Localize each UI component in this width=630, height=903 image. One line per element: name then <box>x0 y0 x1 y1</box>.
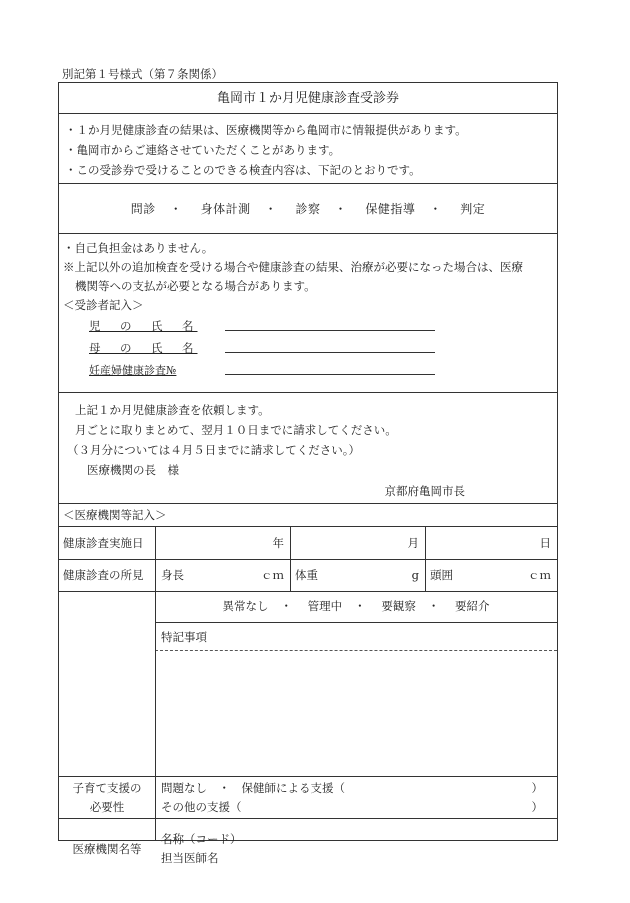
judgement-option[interactable]: 管理中 <box>307 599 343 613</box>
weight-label: 体重 <box>295 568 318 582</box>
month-cell[interactable]: 月 <box>407 536 419 550</box>
pregnancy-no-label: 妊産婦健康診査№ <box>89 364 177 377</box>
request-addressee: 医療機関の長 様 <box>87 463 179 477</box>
head-label: 頭囲 <box>430 568 453 582</box>
exam-items: 問診 ・ 身体計測 ・ 診察 ・ 保健指導 ・ 判定 <box>59 184 557 234</box>
form-reference: 別記第１号様式（第７条関係） <box>62 67 223 81</box>
self-pay-line: 機関等への支払が必要となる場合があります。 <box>75 279 316 293</box>
support-line: その他の支援（ <box>161 800 242 814</box>
head-unit[interactable]: ｃｍ <box>528 568 551 582</box>
remarks-area[interactable] <box>156 651 557 776</box>
judgement-option[interactable]: 要観察 <box>381 599 416 613</box>
day-cell[interactable]: 日 <box>539 536 551 550</box>
medical-entry-label: ＜医療機関等記入＞ <box>59 504 557 527</box>
request-line: 月ごとに取りまとめて、翌月１０日までに請求してください。 <box>75 423 397 437</box>
self-pay-line: ・自己負担金はありません。 <box>63 241 214 255</box>
mother-name-line[interactable] <box>225 352 435 353</box>
facility-label: 医療機関名等 <box>72 842 142 856</box>
height-unit[interactable]: ｃｍ <box>261 568 284 582</box>
note-item: ・亀岡市からご連絡させていただくことがあります。 <box>65 143 341 157</box>
exam-item: 診察 <box>295 202 321 216</box>
support-line: 問題なし ・ 保健師による支援（ <box>161 781 345 795</box>
form-title: 亀岡市１か月児健康診査受診券 <box>59 83 557 114</box>
support-options[interactable] <box>161 779 345 817</box>
close-paren: ） <box>531 800 543 814</box>
judgement-option[interactable]: 異常なし <box>222 599 269 613</box>
self-pay-line: ※上記以外の追加検査を受ける場合や健康診査の結果、治療が必要になった場合は、医療 <box>63 260 523 274</box>
note-item: ・１か月児健康診査の結果は、医療機関等から亀岡市に情報提供があります。 <box>65 123 467 137</box>
support-label-line: 必要性 <box>89 800 125 814</box>
height-label: 身長 <box>161 568 184 582</box>
facility-name: 名称（コード） <box>161 832 242 846</box>
exam-item: 判定 <box>460 202 486 216</box>
examinee-label: ＜受診者記入＞ <box>63 298 144 312</box>
support-label-line: 子育て支援の <box>72 781 142 795</box>
date-label: 健康診査実施日 <box>63 536 144 550</box>
request-line: 上記１か月児健康診査を依頼します。 <box>75 403 270 417</box>
support-label <box>59 779 155 817</box>
judgement-option[interactable]: 要紹介 <box>454 599 490 613</box>
judgement-options: 異常なし ・ 管理中 ・ 要観察 ・ 要紹介 <box>222 599 490 613</box>
pregnancy-no-line[interactable] <box>225 374 435 375</box>
mother-name-field[interactable] <box>63 337 557 359</box>
child-name-label: 児 の 氏 名 <box>89 319 198 333</box>
remarks-label: 特記事項 <box>161 630 207 644</box>
support-close-parens <box>532 779 544 817</box>
notes-section <box>59 114 557 184</box>
close-paren: ） <box>531 781 543 795</box>
signer: 京都府亀岡市長 <box>384 484 465 498</box>
request-section <box>59 393 557 504</box>
doctor-name: 担当医師名 <box>161 851 219 865</box>
child-name-field[interactable] <box>63 315 557 337</box>
self-pay-section <box>59 234 557 393</box>
exam-item: 身体計測 <box>200 202 251 216</box>
exam-item: 問診 <box>130 202 156 216</box>
mother-name-label: 母 の 氏 名 <box>89 341 198 355</box>
voucher-form <box>58 82 558 865</box>
year-cell[interactable]: 年 <box>272 536 284 550</box>
request-line: （３月分については４月５日までに請求してください。） <box>67 443 361 457</box>
exam-table <box>59 527 557 865</box>
pregnancy-no-field[interactable] <box>63 359 557 381</box>
findings-label: 健康診査の所見 <box>63 568 144 582</box>
weight-unit[interactable]: g <box>411 568 419 582</box>
facility-info[interactable] <box>161 830 242 868</box>
exam-item: 保健指導 <box>365 202 416 216</box>
child-name-line[interactable] <box>225 330 435 331</box>
note-item: ・この受診券で受けることのできる検査内容は、下記のとおりです。 <box>65 163 421 177</box>
